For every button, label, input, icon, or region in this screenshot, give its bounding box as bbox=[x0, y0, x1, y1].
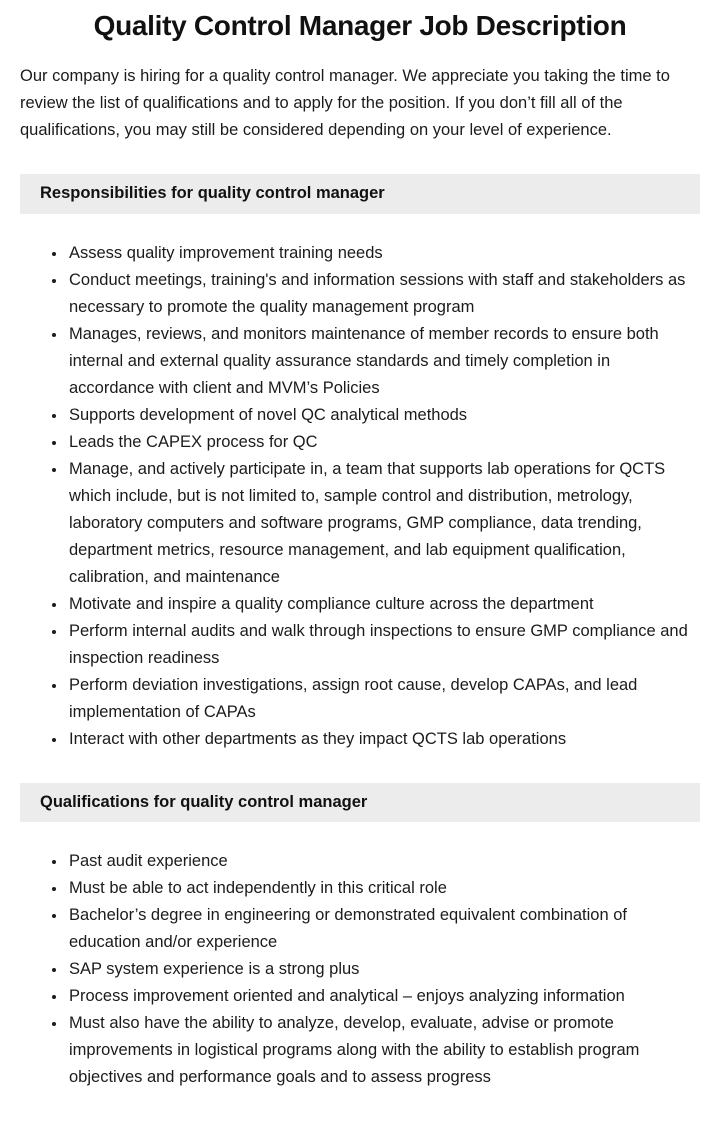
page-title: Quality Control Manager Job Description bbox=[93, 10, 627, 41]
list-item: • Past audit experience bbox=[67, 848, 694, 875]
list-item: • Manages, reviews, and monitors maintenance of member records to ensure both internal and external quality assurance standards and timely completion in accordance with client and MVM’s Policies bbox=[67, 321, 694, 402]
list-item: • Must be able to act independently in this critical role bbox=[67, 875, 694, 902]
section-header-responsibilities bbox=[20, 174, 700, 213]
list-item: • Perform deviation investigations, assign root cause, develop CAPAs, and lead implementation of CAPAs bbox=[67, 672, 694, 726]
list-item: • Supports development of novel QC analytical methods bbox=[67, 402, 694, 429]
list-item: • Bachelor’s degree in engineering or demonstrated equivalent combination of education and/or experience bbox=[67, 902, 694, 956]
intro-paragraph: Our company is hiring for a quality control manager. We appreciate you taking the time to review the list of qualifications and to apply for the position. If you don’t fill all of the qualifications, you may still be considered depending on your level of experience. bbox=[20, 67, 670, 140]
list-item: • Manage, and actively participate in, a team that supports lab operations for QCTS which include, but is not limited to, sample control and distribution, metrology, laboratory computers and software programs, GMP compliance, data trending, department metrics, resource management, and lab equipment qualification, calibration, and maintenance bbox=[67, 456, 694, 591]
list-item: • Must also have the ability to analyze, develop, evaluate, advise or promote improvements in logistical programs along with the ability to establish program objectives and performance goals and to assess progress bbox=[67, 1010, 694, 1091]
qualifications-list bbox=[20, 848, 700, 1091]
section-header-qualifications bbox=[20, 783, 700, 822]
list-item: • Perform internal audits and walk through inspections to ensure GMP compliance and inspection readiness bbox=[67, 618, 694, 672]
list-item: • Assess quality improvement training needs bbox=[67, 240, 694, 267]
list-item: • SAP system experience is a strong plus bbox=[67, 956, 694, 983]
responsibilities-list bbox=[20, 240, 700, 753]
list-item: • Process improvement oriented and analytical – enjoys analyzing information bbox=[67, 983, 694, 1010]
list-item: • Interact with other departments as they impact QCTS lab operations bbox=[67, 726, 694, 753]
list-item: • Conduct meetings, training's and information sessions with staff and stakeholders as necessary to promote the quality management program bbox=[67, 267, 694, 321]
list-item: • Motivate and inspire a quality compliance culture across the department bbox=[67, 591, 694, 618]
section-header-qualifications-label: Qualifications for quality control manager bbox=[40, 792, 368, 811]
section-header-responsibilities-label: Responsibilities for quality control manager bbox=[40, 184, 385, 203]
list-item: • Leads the CAPEX process for QC bbox=[67, 429, 694, 456]
